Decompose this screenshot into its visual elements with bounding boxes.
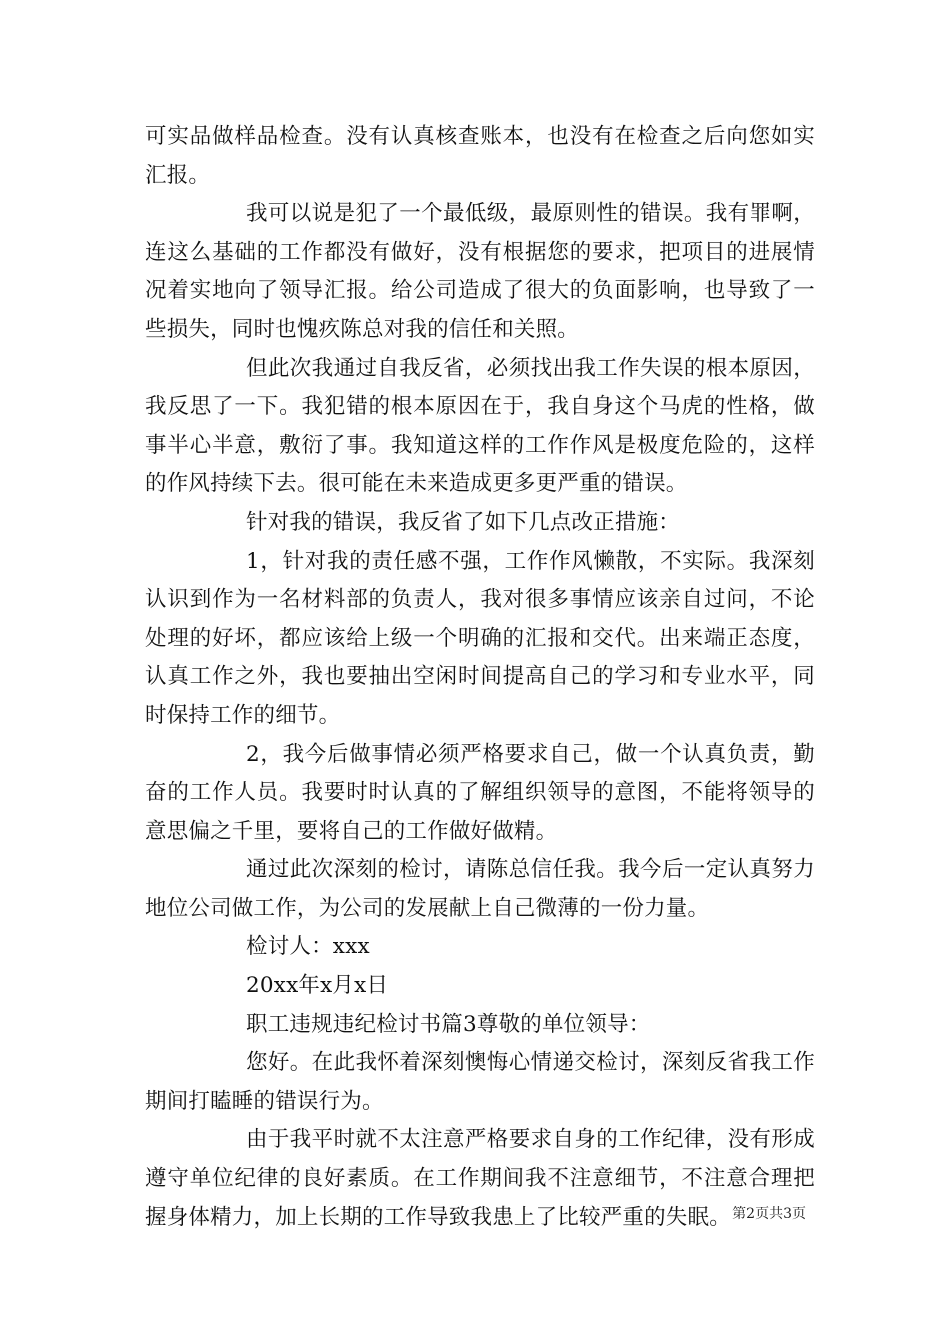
paragraph: 我可以说是犯了一个最低级，最原则性的错误。我有罪啊，连这么基础的工作都没有做好，没有根据您的要求，把项目的进展情况着实地向了领导汇报。给公司造成了很大的负面影响，也导致了一些损失，同时也愧疚陈总对我的信任和关照。 [145, 201, 815, 342]
paragraph: 由于我平时就不太注意严格要求自身的工作纪律，没有形成遵守单位纪律的良好素质。在工作期间我不注意细节，不注意合理把握身体精力，加上长期的工作导致我患上了比较严重的失眠。 [145, 1127, 815, 1230]
section-heading: 职工违规违纪检讨书篇3尊敬的单位领导： [246, 1011, 651, 1037]
date-line: 20xx年x月x日 [246, 973, 389, 999]
paragraph: 1，针对我的责任感不强，工作作风懒散，不实际。我深刻认识到作为一名材料部的负责人，我对很多事情应该亲自过问，不论处理的好坏，都应该给上级一个明确的汇报和交代。出来端正态度，认真工作之外，我也要抽出空闲时间提高自己的学习和专业水平，同时保持工作的细节。 [145, 548, 815, 728]
paragraph: 针对我的错误，我反省了如下几点改正措施： [246, 509, 681, 535]
paragraph: 您好。在此我怀着深刻懊悔心情递交检讨，深刻反省我工作期间打瞌睡的错误行为。 [145, 1050, 815, 1114]
paragraph: 2，我今后做事情必须严格要求自己，做一个认真负责，勤奋的工作人员。我要时时认真的了解组织领导的意图，不能将领导的意思偏之千里，要将自己的工作做好做精。 [145, 741, 815, 844]
document-body [145, 118, 815, 1237]
page-number: 第2页共3页 [732, 1206, 806, 1222]
paragraph: 通过此次深刻的检讨，请陈总信任我。我今后一定认真努力地位公司做工作，为公司的发展献上自己微薄的一份力量。 [145, 857, 815, 921]
paragraph: 可实品做样品检查。没有认真核查账本，也没有在检查之后向您如实汇报。 [145, 124, 815, 188]
paragraph: 但此次我通过自我反省，必须找出我工作失误的根本原因，我反思了一下。我犯错的根本原因在于，我自身这个马虎的性格，做事半心半意，敷衍了事。我知道这样的工作作风是极度危险的，这样的作风持续下去。很可能在未来造成更多更严重的错误。 [145, 355, 815, 497]
signature-line: 检讨人：xxx [246, 934, 370, 960]
